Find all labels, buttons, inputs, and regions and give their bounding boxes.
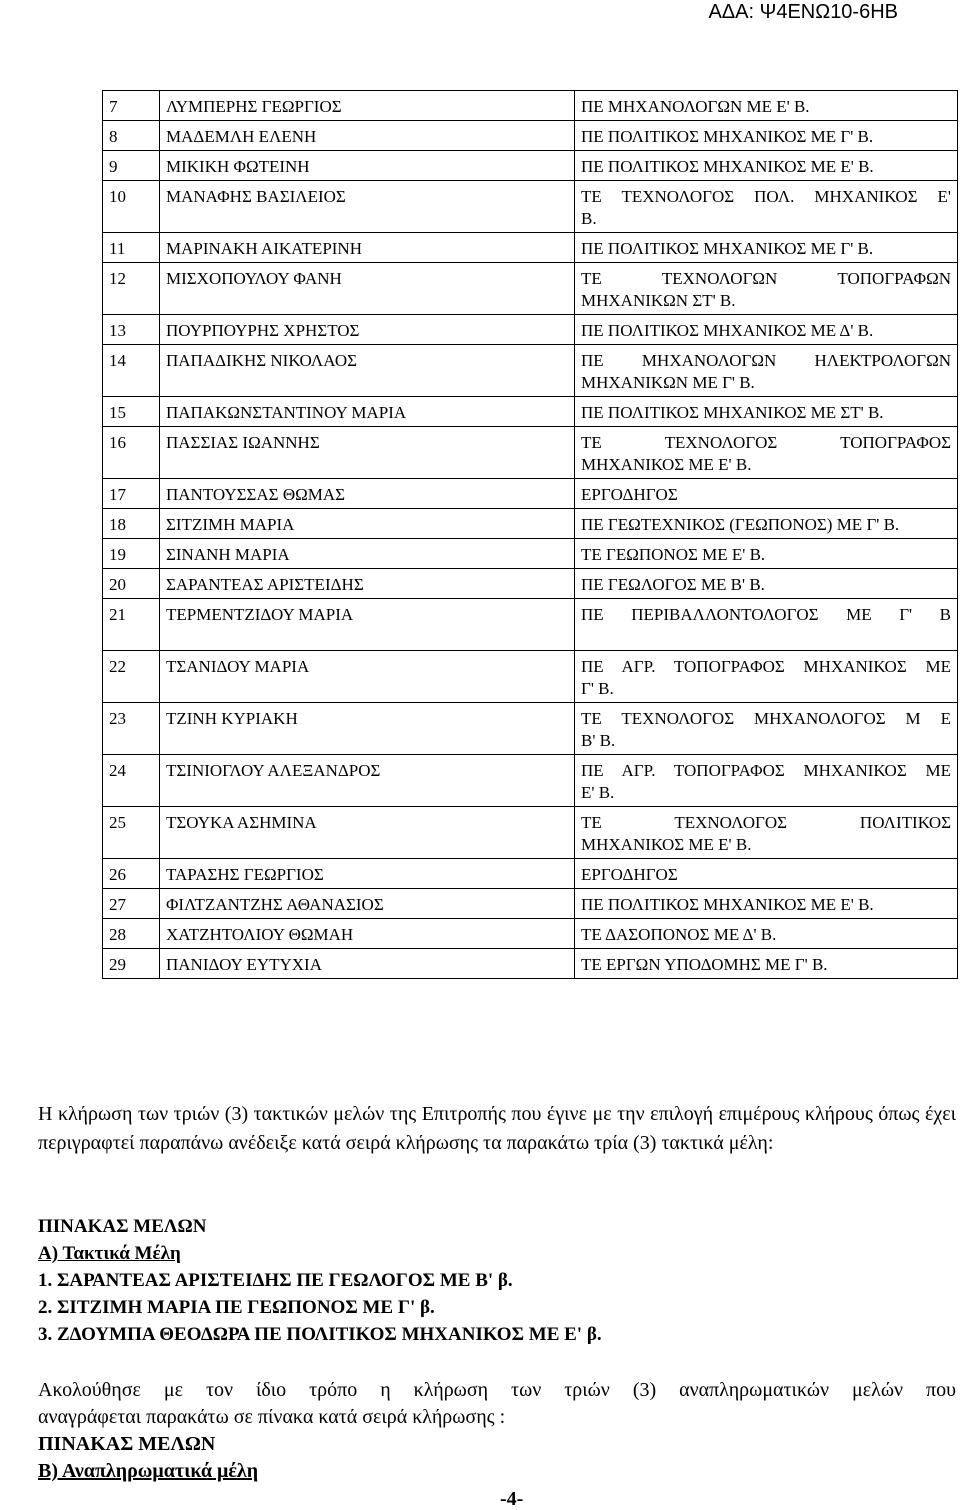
specialty-line: ΕΡΓΟΔΗΓΟΣ — [581, 865, 678, 884]
members-table — [102, 90, 958, 979]
specialty-line: ΠΕ ΠΟΛΙΤΙΚΟΣ ΜΗΧΑΝΙΚΟΣ ΜΕ Δ' Β. — [581, 321, 874, 340]
table-row — [103, 181, 958, 233]
row-number: 15 — [103, 397, 160, 427]
member-name: ΠΑΣΣΙΑΣ ΙΩΑΝΝΗΣ — [160, 427, 575, 479]
member-specialty — [575, 703, 958, 755]
specialty-line: ΕΡΓΟΔΗΓΟΣ — [581, 485, 678, 504]
member-specialty — [575, 755, 958, 807]
row-number: 24 — [103, 755, 160, 807]
specialty-line: ΤΕ ΔΑΣΟΠΟΝΟΣ ΜΕ Δ' Β. — [581, 925, 777, 944]
member-name: ΤΑΡΑΣΗΣ ΓΕΩΡΓΙΟΣ — [160, 859, 575, 889]
row-number: 22 — [103, 651, 160, 703]
specialty-line: ΤΕ ΤΕΧΝΟΛΟΓΟΣ ΠΟΛΙΤΙΚΟΣ — [581, 813, 951, 832]
table-row — [103, 121, 958, 151]
specialty-line: ΤΕ ΤΕΧΝΟΛΟΓΟΣ ΤΟΠΟΓΡΑΦΟΣ — [581, 433, 951, 452]
member-specialty — [575, 859, 958, 889]
regular-members-section — [38, 1213, 956, 1348]
specialty-line: ΠΕ ΜΗΧΑΝΟΛΟΓΩΝ ΜΕ Ε' Β. — [581, 97, 810, 116]
specialty-line: ΤΕ ΓΕΩΠΟΝΟΣ ΜΕ Ε' Β. — [581, 545, 766, 564]
specialty-line: Γ' Β. — [581, 679, 614, 698]
row-number: 28 — [103, 919, 160, 949]
specialty-line: ΠΕ ΠΟΛΙΤΙΚΟΣ ΜΗΧΑΝΙΚΟΣ ΜΕ Γ' Β. — [581, 239, 874, 258]
table-row — [103, 859, 958, 889]
member-name: ΦΙΛΤΖΑΝΤΖΗΣ ΑΘΑΝΑΣΙΟΣ — [160, 889, 575, 919]
specialty-line: ΠΕ ΠΟΛΙΤΙΚΟΣ ΜΗΧΑΝΙΚΟΣ ΜΕ ΣΤ' Β. — [581, 403, 884, 422]
table-row — [103, 599, 958, 651]
row-number: 11 — [103, 233, 160, 263]
specialty-line: Β. — [581, 209, 597, 228]
table-row — [103, 151, 958, 181]
member-name: ΠΑΠΑΔΙΚΗΣ ΝΙΚΟΛΑΟΣ — [160, 345, 575, 397]
member-specialty — [575, 807, 958, 859]
member-item: 2. ΣΙΤΖΙΜΗ ΜΑΡΙΑ ΠΕ ΓΕΩΠΟΝΟΣ ΜΕ Γ' β. — [38, 1297, 435, 1318]
table-row — [103, 91, 958, 121]
specialty-line: ΠΕ ΓΕΩΤΕΧΝΙΚΟΣ (ΓΕΩΠΟΝΟΣ) ΜΕ Γ' Β. — [581, 515, 900, 534]
member-specialty — [575, 651, 958, 703]
member-specialty — [575, 539, 958, 569]
row-number: 27 — [103, 889, 160, 919]
member-specialty — [575, 315, 958, 345]
member-item: 1. ΣΑΡΑΝΤΕΑΣ ΑΡΙΣΤΕΙΔΗΣ ΠΕ ΓΕΩΛΟΓΟΣ ΜΕ Β' β. — [38, 1270, 513, 1291]
alternates-paragraph-line2: αναγράφεται παρακάτω σε πίνακα κατά σειρά κλήρωσης : — [38, 1406, 506, 1428]
member-name: ΜΙΣΧΟΠΟΥΛΟΥ ΦΑΝΗ — [160, 263, 575, 315]
table-row — [103, 569, 958, 599]
row-number: 10 — [103, 181, 160, 233]
regular-members-subheading: Α) Τακτικά Μέλη — [38, 1243, 181, 1264]
member-item: 3. ΖΔΟΥΜΠΑ ΘΕΟΔΩΡΑ ΠΕ ΠΟΛΙΤΙΚΟΣ ΜΗΧΑΝΙΚΟΣ ΜΕ Ε' β. — [38, 1324, 602, 1345]
member-name: ΣΙΝΑΝΗ ΜΑΡΙΑ — [160, 539, 575, 569]
row-number: 29 — [103, 949, 160, 979]
alternates-section — [38, 1377, 956, 1485]
row-number: 19 — [103, 539, 160, 569]
table-row — [103, 949, 958, 979]
member-specialty — [575, 263, 958, 315]
members-heading: ΠΙΝΑΚΑΣ ΜΕΛΩΝ — [38, 1216, 207, 1237]
specialty-line: ΜΗΧΑΝΙΚΟΣ ΜΕ Ε' Β. — [581, 835, 752, 854]
member-name: ΠΑΝΙΔΟΥ ΕΥΤΥΧΙΑ — [160, 949, 575, 979]
table-row — [103, 889, 958, 919]
specialty-line: ΤΕ ΕΡΓΩΝ ΥΠΟΔΟΜΗΣ ΜΕ Γ' Β. — [581, 955, 828, 974]
table-row — [103, 919, 958, 949]
member-name: ΣΑΡΑΝΤΕΑΣ ΑΡΙΣΤΕΙΔΗΣ — [160, 569, 575, 599]
member-name: ΠΟΥΡΠΟΥΡΗΣ ΧΡΗΣΤΟΣ — [160, 315, 575, 345]
member-name: ΠΑΠΑΚΩΝΣΤΑΝΤΙΝΟΥ ΜΑΡΙΑ — [160, 397, 575, 427]
member-name: ΤΣΟΥΚΑ ΑΣΗΜΙΝΑ — [160, 807, 575, 859]
member-name: ΜΑΝΑΦΗΣ ΒΑΣΙΛΕΙΟΣ — [160, 181, 575, 233]
row-number: 21 — [103, 599, 160, 651]
table-row — [103, 539, 958, 569]
member-specialty — [575, 397, 958, 427]
specialty-line: Ε' Β. — [581, 783, 615, 802]
member-specialty — [575, 479, 958, 509]
row-number: 7 — [103, 91, 160, 121]
member-specialty — [575, 91, 958, 121]
row-number: 20 — [103, 569, 160, 599]
member-specialty — [575, 345, 958, 397]
table-row — [103, 233, 958, 263]
member-specialty — [575, 569, 958, 599]
member-specialty — [575, 181, 958, 233]
member-specialty — [575, 233, 958, 263]
member-specialty — [575, 509, 958, 539]
specialty-line: ΠΕ ΑΓΡ. ΤΟΠΟΓΡΑΦΟΣ ΜΗΧΑΝΙΚΟΣ ΜΕ — [581, 657, 951, 676]
specialty-line: ΠΕ ΑΓΡ. ΤΟΠΟΓΡΑΦΟΣ ΜΗΧΑΝΙΚΟΣ ΜΕ — [581, 761, 951, 780]
row-number: 18 — [103, 509, 160, 539]
member-specialty — [575, 889, 958, 919]
table-row — [103, 807, 958, 859]
member-name: ΧΑΤΖΗΤΟΛΙΟΥ ΘΩΜΑΗ — [160, 919, 575, 949]
specialty-line: ΠΕ ΓΕΩΛΟΓΟΣ ΜΕ Β' Β. — [581, 575, 765, 594]
draw-paragraph: Η κλήρωση των τριών (3) τακτικών μελών της Επιτροπής που έγινε με την επιλογή επιμέρους κλήρους όπως έχει περιγραφτεί παραπάνω ανέδειξε κατά σειρά κλήρωσης τα παρακάτω τρία (3) τακτικά μέλη: — [38, 1103, 956, 1154]
specialty-line: ΜΗΧΑΝΙΚΩΝ ΜΕ Γ' Β. — [581, 373, 755, 392]
table-row — [103, 651, 958, 703]
row-number: 12 — [103, 263, 160, 315]
row-number: 23 — [103, 703, 160, 755]
row-number: 8 — [103, 121, 160, 151]
member-specialty — [575, 599, 958, 651]
page-number: -4- — [500, 1488, 524, 1510]
member-name: ΜΑΔΕΜΛΗ ΕΛΕΝΗ — [160, 121, 575, 151]
row-number: 14 — [103, 345, 160, 397]
member-name: ΤΕΡΜΕΝΤΖΙΔΟΥ ΜΑΡΙΑ — [160, 599, 575, 651]
member-name: ΤΣΑΝΙΔΟΥ ΜΑΡΙΑ — [160, 651, 575, 703]
specialty-line: ΤΕ ΤΕΧΝΟΛΟΓΩΝ ΤΟΠΟΓΡΑΦΩΝ — [581, 269, 951, 288]
specialty-line: ΠΕ ΠΟΛΙΤΙΚΟΣ ΜΗΧΑΝΙΚΟΣ ΜΕ Ε' Β. — [581, 895, 874, 914]
row-number: 16 — [103, 427, 160, 479]
specialty-line: ΜΗΧΑΝΙΚΩΝ ΣΤ' Β. — [581, 291, 736, 310]
member-name: ΤΖΙΝΗ ΚΥΡΙΑΚΗ — [160, 703, 575, 755]
member-specialty — [575, 151, 958, 181]
regular-members-list — [38, 1267, 956, 1348]
specialty-line: Β' Β. — [581, 731, 616, 750]
row-number: 25 — [103, 807, 160, 859]
member-name: ΜΑΡΙΝΑΚΗ ΑΙΚΑΤΕΡΙΝΗ — [160, 233, 575, 263]
table-row — [103, 315, 958, 345]
table-row — [103, 755, 958, 807]
specialty-line: ΤΕ ΤΕΧΝΟΛΟΓΟΣ ΠΟΛ. ΜΗΧΑΝΙΚΟΣ Ε' — [581, 187, 951, 206]
table-row — [103, 509, 958, 539]
table-row — [103, 263, 958, 315]
specialty-line: ΠΕ ΠΟΛΙΤΙΚΟΣ ΜΗΧΑΝΙΚΟΣ ΜΕ Ε' Β. — [581, 157, 874, 176]
row-number: 9 — [103, 151, 160, 181]
member-specialty — [575, 919, 958, 949]
ada-code: ΑΔΑ: Ψ4ΕΝΩ10-6ΗΒ — [708, 1, 898, 23]
specialty-line: ΜΗΧΑΝΙΚΟΣ ΜΕ Ε' Β. — [581, 455, 752, 474]
member-name: ΛΥΜΠΕΡΗΣ ΓΕΩΡΓΙΟΣ — [160, 91, 575, 121]
alternates-heading: ΠΙΝΑΚΑΣ ΜΕΛΩΝ — [38, 1433, 216, 1455]
member-name: ΜΙΚΙΚΗ ΦΩΤΕΙΝΗ — [160, 151, 575, 181]
member-specialty — [575, 121, 958, 151]
table-row — [103, 479, 958, 509]
table-row — [103, 427, 958, 479]
member-name: ΣΙΤΖΙΜΗ ΜΑΡΙΑ — [160, 509, 575, 539]
specialty-line: ΤΕ ΤΕΧΝΟΛΟΓΟΣ ΜΗΧΑΝΟΛΟΓΟΣ Μ Ε — [581, 709, 951, 728]
table-row — [103, 345, 958, 397]
row-number: 17 — [103, 479, 160, 509]
specialty-line: ΠΕ ΠΕΡΙΒΑΛΛΟΝΤΟΛΟΓΟΣ ΜΕ Γ' Β — [581, 605, 951, 624]
row-number: 26 — [103, 859, 160, 889]
table-row — [103, 703, 958, 755]
specialty-line: ΠΕ ΜΗΧΑΝΟΛΟΓΩΝ ΗΛΕΚΤΡΟΛΟΓΩΝ — [581, 351, 951, 370]
alternates-subheading: Β) Αναπληρωματικά μέλη — [38, 1460, 259, 1482]
table-row — [103, 397, 958, 427]
member-specialty — [575, 427, 958, 479]
row-number: 13 — [103, 315, 160, 345]
specialty-line — [581, 626, 951, 648]
member-name: ΠΑΝΤΟΥΣΣΑΣ ΘΩΜΑΣ — [160, 479, 575, 509]
alternates-paragraph-line1: Ακολούθησε με τον ίδιο τρόπο η κλήρωση των τριών (3) αναπληρωματικών μελών που — [38, 1379, 956, 1401]
specialty-line: ΠΕ ΠΟΛΙΤΙΚΟΣ ΜΗΧΑΝΙΚΟΣ ΜΕ Γ' Β. — [581, 127, 874, 146]
member-specialty — [575, 949, 958, 979]
member-name: ΤΣΙΝΙΟΓΛΟΥ ΑΛΕΞΑΝΔΡΟΣ — [160, 755, 575, 807]
